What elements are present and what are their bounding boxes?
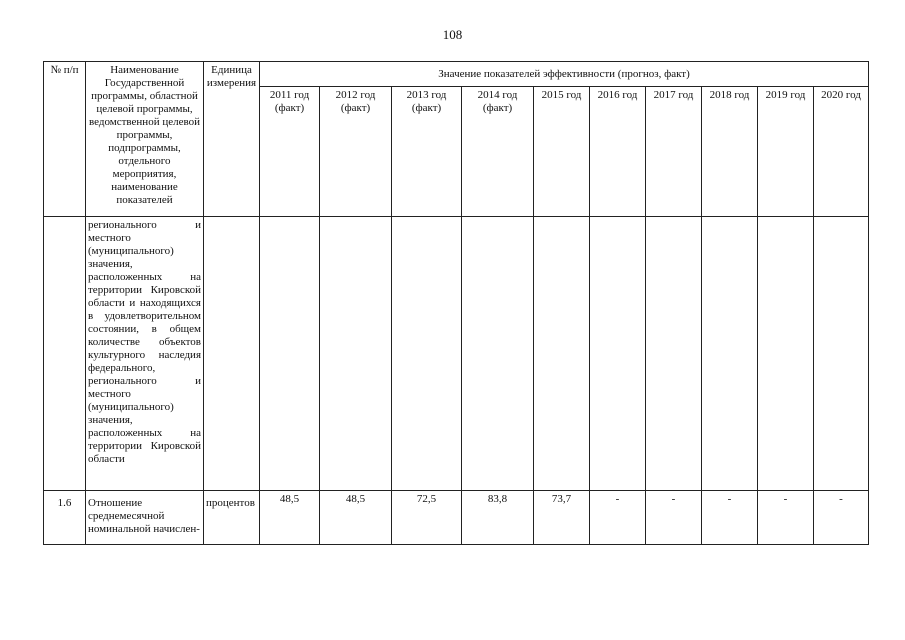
header-values: Значение показателей эффективности (прогноз, факт) [260, 62, 869, 87]
row-value: 73,7 [534, 491, 590, 545]
header-year: 2019 год [758, 87, 814, 217]
header-year: 2014 год (факт) [462, 87, 534, 217]
row-value: 48,5 [260, 491, 320, 545]
header-year: 2013 год (факт) [392, 87, 462, 217]
row-unit [204, 217, 260, 491]
row-value: - [646, 491, 702, 545]
indicators-table [43, 61, 869, 545]
row-value: - [814, 491, 869, 545]
row-value: - [702, 491, 758, 545]
header-year: 2018 год [702, 87, 758, 217]
row-number [44, 217, 86, 491]
header-unit: Единица измерения [204, 62, 260, 217]
header-name: Наименование Государственной программы, областной целевой программы, ведомственной целевой программы, подпрограммы, отдельного мероприятия, наименование показателей [86, 62, 204, 217]
header-year: 2017 год [646, 87, 702, 217]
header-year: 2012 год (факт) [320, 87, 392, 217]
row-value [260, 217, 320, 491]
page-number: 108 [442, 27, 463, 42]
row-value: - [758, 491, 814, 545]
row-name: Отношение среднемесячной номинальной начислен- [86, 491, 204, 545]
row-value: 48,5 [320, 491, 392, 545]
row-value [320, 217, 392, 491]
row-number: 1.6 [44, 491, 86, 545]
header-year: 2016 год [590, 87, 646, 217]
header-year: 2020 год [814, 87, 869, 217]
row-value: - [590, 491, 646, 545]
header-year: 2015 год [534, 87, 590, 217]
row-value [590, 217, 646, 491]
row-unit: процентов [204, 491, 260, 545]
row-value [814, 217, 869, 491]
table-row [44, 217, 869, 491]
row-value: 72,5 [392, 491, 462, 545]
row-value [534, 217, 590, 491]
row-value [462, 217, 534, 491]
header-number: № п/п [44, 62, 86, 217]
table-row [44, 491, 869, 545]
row-value [392, 217, 462, 491]
row-value [758, 217, 814, 491]
row-value [646, 217, 702, 491]
header-year: 2011 год (факт) [260, 87, 320, 217]
row-name: регионального и местного (муниципального) значения, расположенных на территории Кировской области и находящихся в удовлетворительном состоянии, в общем количестве объектов культурного наследия федерального, регионального и местного (муниципального) значения, расположенных на территории Кировской области [86, 217, 204, 491]
row-value [702, 217, 758, 491]
row-value: 83,8 [462, 491, 534, 545]
